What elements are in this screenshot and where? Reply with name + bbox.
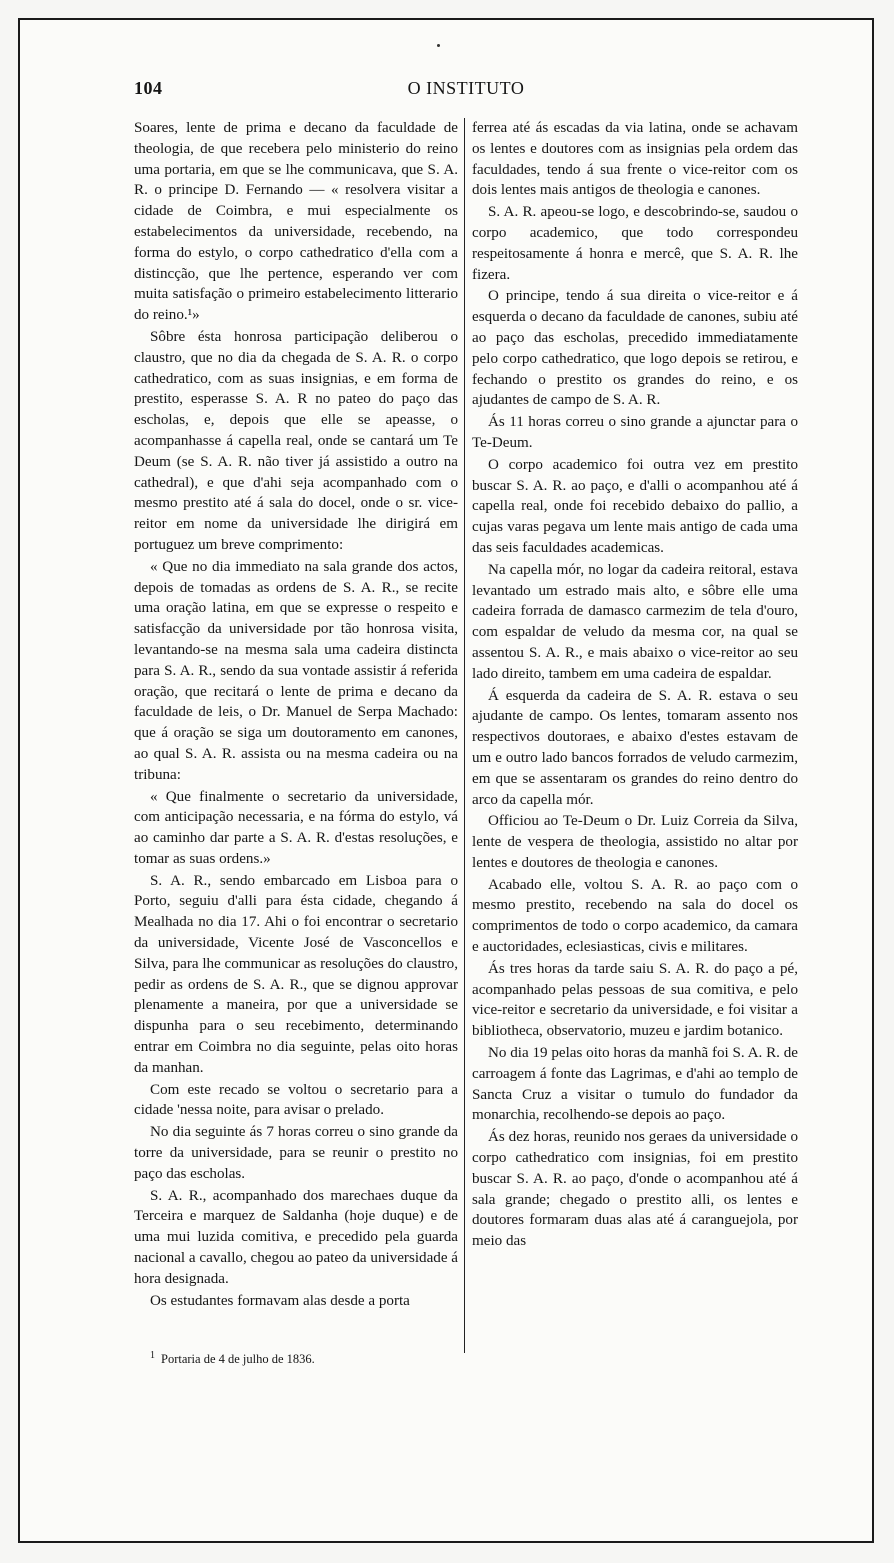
paragraph: Officiou ao Te-Deum o Dr. Luiz Correia da Silva, lente de vespera de theologia, assistido no altar por lentes e doutores de theologia e canones.: [472, 813, 798, 871]
running-head: [134, 78, 798, 102]
paragraph: O principe, tendo á sua direita o vice-reitor e á esquerda o decano da faculdade de canones, subiu até ao paço das escholas, precedido immediatamente pelo corpo cathedratico, que logo depois se retirou, e fechando o prestito os grandes do reino, e os ajudantes de campo de S. A. R.: [472, 288, 798, 409]
paragraph: Os estudantes formavam alas desde a porta: [150, 1292, 410, 1309]
paragraph: « Que finalmente o secretario da universidade, com anticipação necessaria, e na fórma do estylo, vá ao caminho dar parte a S. A. R. d'estas resoluções, e tomar as suas ordens.»: [134, 788, 458, 867]
paragraph: Acabado elle, voltou S. A. R. ao paço com o mesmo prestito, recebendo na sala do docel os comprimentos de todo o corpo academico, da camara e auctoridades, eclesiasticas, civis e militares.: [472, 876, 798, 956]
paragraph: Ás tres horas da tarde saiu S. A. R. do paço a pé, acompanhado pelas pessoas de sua comitiva, e pelo vice-reitor e secretario da universidade, e foi visitar a bibliotheca, observatorio, muzeu e jardim botanico.: [472, 960, 798, 1040]
print-speck: [437, 44, 440, 47]
paragraph: Sôbre ésta honrosa participação deliberou o claustro, que no dia da chegada de S. A. R. o corpo cathedratico, com as suas insignias, e em forma de prestito, esperasse S. A. R no pateo do paço das escholas, e, depois que elle se apeasse, o acompanhasse á capella real, onde se cantará um Te Deum (se S. A. R. não tiver já assistido a outro na cathedral), e que d'ahi seja acompanhado com o mesmo prestito até á sala do docel, onde o sr. vice-reitor em nome da universidade lhe dirigirá em portuguez um breve comprimento:: [134, 328, 458, 553]
paragraph: No dia seguinte ás 7 horas correu o sino grande da torre da universidade, para se reunir o prestito no paço das escholas.: [134, 1124, 458, 1182]
paragraph: O corpo academico foi outra vez em prestito buscar S. A. R. ao paço, e d'alli o acompanhou até á capella real, onde foi recebido debaixo do pallio, a cujas varas pegava um lente mais antigo de cada uma das seis faculdades academicas.: [472, 456, 798, 556]
paragraph: S. A. R., sendo embarcado em Lisboa para o Porto, seguiu d'alli para ésta cidade, chegando á Mealhada no dia 17. Ahi o foi encontrar o secretario da universidade, Vicente José de Vasconcellos e Silva, para lhe communicar as resoluções do claustro, pedir as ordens de S. A. R., que se dignou approvar plenamente a maneira, por que a universidade se dispunha para o seu recebimento, determinando entrar em Coimbra no dia seguinte, pelas oito horas da manhan.: [134, 872, 458, 1076]
column-divider: [464, 118, 465, 1353]
paragraph: Na capella mór, no logar da cadeira reitoral, estava levantado um estrado mais alto, e sôbre elle uma cadeira forrada de damasco carmezim de tela d'ouro, com espaldar de veludo da mesma cor, na qual se assentou S. A. R., e mais abaixo o vice-reitor ao seu lado direito, tambem em uma cadeira de espaldar.: [472, 561, 798, 682]
paragraph: Ás dez horas, reunido nos geraes da universidade o corpo cathedratico com insignias, foi em prestito buscar S. A. R. ao paço, d'onde o acompanhou até á sala grande; chegado o prestito alli, os lentes e doutores formaram duas alas até á caranguejola, por meio das: [472, 1129, 798, 1250]
page-number: 104: [134, 78, 163, 98]
left-column: [134, 118, 458, 1311]
paragraph: « Que no dia immediato na sala grande dos actos, depois de tomadas as ordens de S. A. R., se recite uma oração latina, em que se expresse o respeito e satisfacção da universidade por tão honrosa visita, levantando-se na mesma sala uma cadeira distincta para S. A. R., sendo da sua vontade assistir á referida oração, que recitará o lente de prima e decano da faculdade de leis, o Dr. Manuel de Serpa Machado: que á oração se siga um doutoramento em canones, ao qual S. A. R. assista ou na mesma cadeira ou na tribuna:: [134, 558, 458, 783]
footnote: [150, 1348, 450, 1367]
journal-title: O INSTITUTO: [407, 78, 525, 98]
paragraph: Soares, lente de prima e decano da faculdade de theologia, de que recebera pelo ministerio do reino uma portaria, em que se lhe communicava, que S. A. R. o principe D. Fernando — « resolvera visitar a cidade de Coimbra, e mui especialmente os estabelecimentos da universidade, recebendo, na forma do estylo, o corpo cathedratico d'ella com a distincção, que lhe pertence, esperando ver com muita satisfação o primeiro estabelecimento litterario do reino.¹»: [134, 120, 458, 324]
footnote-mark: 1: [150, 1350, 155, 1361]
right-column: [472, 118, 798, 1252]
paragraph: Ás 11 horas correu o sino grande a ajunctar para o Te-Deum.: [472, 414, 798, 451]
paragraph: Com este recado se voltou o secretario para a cidade 'nessa noite, para avisar o prelado.: [134, 1081, 458, 1119]
paragraph: S. A. R., acompanhado dos marechaes duque da Terceira e marquez de Saldanha (hoje duque) e de uma mui luzida comitiva, e precedido pela guarda nacional a cavallo, chegou ao pateo da universidade á hora designada.: [134, 1187, 458, 1287]
paragraph: Á esquerda da cadeira de S. A. R. estava o seu ajudante de campo. Os lentes, tomaram assento nos respectivos doutoraes, e abaixo d'estes estavam de um e outro lado bancos forrados de veludo carmezim, em que se assentaram os grandes do reino dentro do arco da capella mór.: [472, 687, 798, 808]
paragraph: ferrea até ás escadas da via latina, onde se achavam os lentes e doutores com as insignias pela ordem das faculdades, tendo á sua frente o vice-reitor com os dois lentes mais antigos de theologia e canones.: [472, 120, 798, 199]
paragraph: No dia 19 pelas oito horas da manhã foi S. A. R. de carroagem á fonte das Lagrimas, e d'ahi ao templo de Sancta Cruz a visitar o tumulo do fundador da monarchia, recolhendo-se depois ao paço.: [472, 1045, 798, 1124]
paragraph: S. A. R. apeou-se logo, e descobrindo-se, saudou o corpo academico, que todo correspondeu respeitosamente á honra e mercê, que S. A. R. lhe fizera.: [472, 204, 798, 283]
footnote-text: Portaria de 4 de julho de 1836.: [161, 1352, 315, 1367]
